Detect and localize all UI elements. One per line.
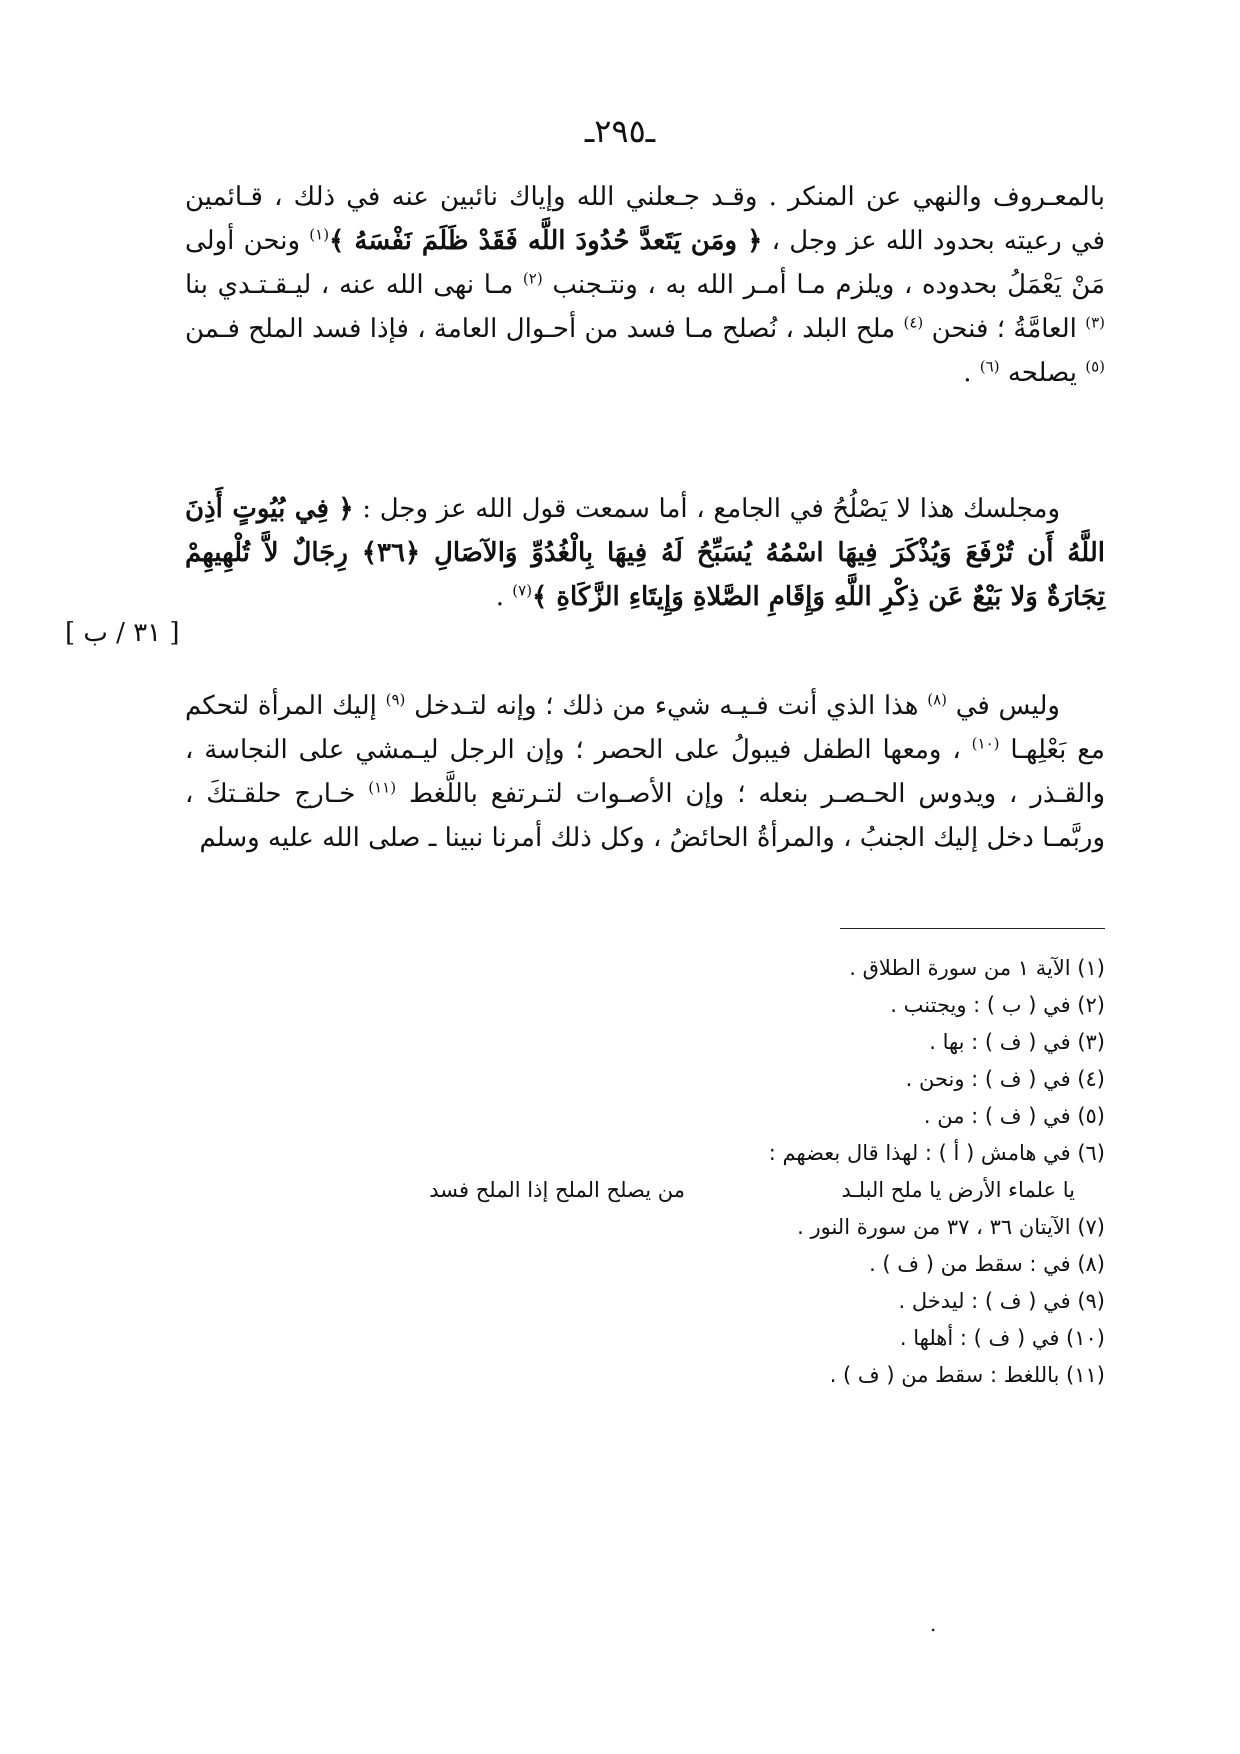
footnote-8: (٨) في : سقط من ( ف ) . (869, 1252, 1105, 1276)
footnote-divider (840, 928, 1105, 929)
text-run: مـا نهى الله عنه ، ليـقـتـدي بنا (185, 270, 523, 300)
footnote-marker: (٢) (522, 269, 543, 288)
verse-hemistich-1: يا علماء الأرض يا ملح البلـد (841, 1178, 1075, 1202)
paragraph-1-text (185, 175, 1105, 395)
paragraph-2-text (185, 487, 1105, 619)
footnote-6: (٦) في هامش ( أ ) : لهذا قال بعضهم : (768, 1141, 1105, 1165)
footnote-10: (١٠) في ( ف ) : أهلها . (899, 1326, 1105, 1350)
footnote-verse (185, 1172, 1105, 1209)
footnote-1: (١) الآية ١ من سورة الطلاق . (849, 956, 1105, 980)
footnote-11: (١١) باللغط : سقط من ( ف ) . (829, 1363, 1105, 1387)
footnote-2: (٢) في ( ب ) : ويجتنب . (890, 993, 1105, 1017)
footnote-marker: (١) (309, 225, 330, 244)
quran-quote: ﴿ فِي بُيُوتٍ أَذِنَ اللَّهُ أَن تُرْفَعَ وَيُذْكَرَ فِيهَا اسْمُهُ يُسَبِّحُ لَهُ فِيهَا بِالْغُدُوِّ وَالآصَالِ ﴿٣٦﴾ رِجَالٌ لاَّ تُلْهِيهِمْ تِجَارَةٌ وَلا بَيْعٌ عَن ذِكْرِ اللَّهِ وَإِقَامِ الصَّلاةِ وَإِيتَاءِ الزَّكَاةِ ﴾ (185, 494, 1105, 612)
footnote-3: (٣) في ( ف ) : بها . (929, 1030, 1105, 1054)
text-run: ونحن أولى مَنْ يَعْمَلُ بحدوده ، ويلزم مـا أمـر الله به ، ونتـجنب (185, 226, 1105, 300)
footnote-7: (٧) الآيتان ٣٦ ، ٣٧ من سورة النور . (797, 1215, 1105, 1239)
footnote-marker: (٥) (1085, 357, 1105, 376)
footnote-marker: (١١) (368, 778, 397, 797)
quran-quote: ﴿ ومَن يَتَعدَّ حُدُودَ اللَّه فَقَدْ ظَلَمَ نَفْسَهُ ﴾ (329, 226, 763, 256)
page-number: ـ٢٩٥ـ (584, 112, 656, 150)
text-run: ، ومعها الطفل فيبولُ على الحصر ؛ وإن الرجل ليـمشي على النجاسة ، والقـذر ، ويدوس الحـصـر بنعله ؛ وإن الأصـوات لتـرتفع باللَّغط (185, 735, 1105, 809)
text-run: . (963, 358, 980, 388)
footnote-marker: (٣) (1085, 313, 1105, 332)
footnote-4: (٤) في ( ف ) : ونحن . (905, 1067, 1105, 1091)
footnote-marker: (١٠) (971, 734, 1000, 753)
page-mark: . (930, 1612, 937, 1636)
text-run: ومجلسك هذا لا يَصْلُحُ في الجامع ، أما سمعت قول الله عز وجل : (353, 494, 1060, 524)
paragraph-1 (185, 175, 1105, 395)
text-run: العامَّةُ ؛ فنحن (923, 314, 1086, 344)
paragraph-2 (185, 487, 1105, 619)
text-run: وليس في (947, 691, 1060, 721)
folio-marker: [ ٣١ / ب ] (65, 618, 180, 648)
footnote-marker: (٦) (979, 357, 1000, 376)
footnote-marker: (٤) (903, 313, 924, 332)
text-run: يصلحه (999, 358, 1086, 388)
text-run: ملح البلد ، نُصلح مـا فسد من أحـوال العامة ، فإذا فسد الملح فـمن (185, 314, 904, 344)
paragraph-3 (185, 684, 1105, 860)
text-run: هذا الذي أنت فـيـه شيء من ذلك ؛ وإنه لتـدخل (405, 691, 928, 721)
text-run: بالمعـروف والنهي عن المنكر . وقـد جـعلني الله وإياك نائبين عنه في ذلك ، قـائمين في رعيته بحدود الله عز وجل ، (185, 182, 1105, 256)
verse-hemistich-2: من يصلح الملح إذا الملح فسد (429, 1178, 685, 1202)
text-run: إليك المرأة لتحكم مع بَعْلِهـا (185, 691, 1105, 765)
footnotes (185, 950, 1105, 1394)
footnote-9: (٩) في ( ف ) : ليدخل . (898, 1289, 1105, 1313)
footnote-marker: (٧) (512, 581, 533, 600)
footnote-marker: (٨) (927, 690, 947, 709)
paragraph-3-text (185, 684, 1105, 860)
footnote-5: (٥) في ( ف ) : من . (923, 1104, 1105, 1128)
footnote-marker: (٩) (385, 690, 406, 709)
text-run: . (495, 582, 513, 612)
text-run: خـارج حلقـتكَ ، وربَّمـا دخل إليك الجنبُ ، والمرأةُ الحائضُ ، وكل ذلك أمرنا نبينا ـ صلى الله عليه وسلم (185, 779, 1105, 853)
